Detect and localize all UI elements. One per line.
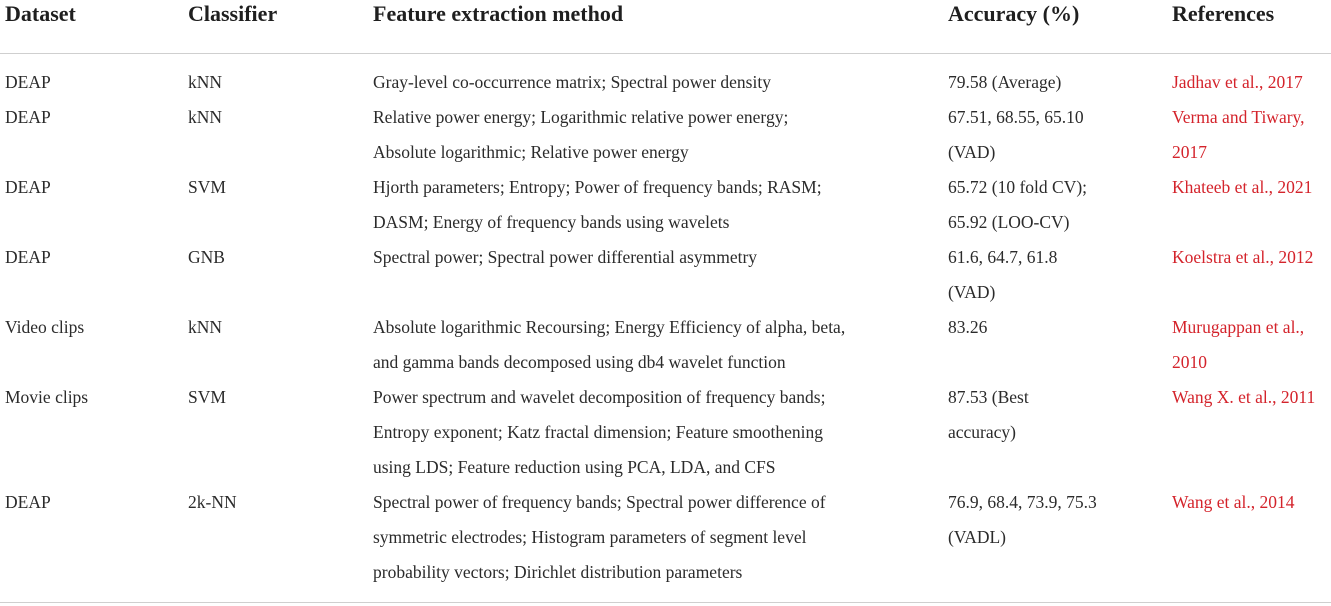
- cell-reference[interactable]: [1167, 100, 1331, 170]
- cell-classifier: GNB: [188, 247, 225, 267]
- cell-classifier: kNN: [188, 317, 223, 337]
- cell-feature-line: and gamma bands decomposed using db4 wavelet function: [373, 352, 786, 372]
- cell-classifier: kNN: [188, 107, 223, 127]
- cell-dataset: DEAP: [5, 72, 51, 92]
- table-row: [0, 380, 1331, 485]
- cell-accuracy: [943, 54, 1167, 101]
- cell-accuracy: [943, 485, 1167, 594]
- cell-dataset: Movie clips: [5, 387, 89, 407]
- table-row: [0, 310, 1331, 380]
- cell-feature: [368, 380, 943, 485]
- header-feature: Feature extraction method: [368, 0, 943, 54]
- cell-feature-line: Spectral power; Spectral power differential asymmetry: [373, 247, 758, 267]
- cell-reference[interactable]: [1167, 310, 1331, 380]
- cell-reference-line: 2010: [1172, 352, 1207, 372]
- cell-reference-line: Murugappan et al.,: [1172, 317, 1305, 337]
- cell-accuracy-line: 87.53 (Best: [948, 387, 1029, 407]
- cell-accuracy: [943, 380, 1167, 485]
- table-body: [0, 54, 1331, 595]
- cell-reference[interactable]: [1167, 54, 1331, 101]
- cell-reference[interactable]: [1167, 380, 1331, 485]
- cell-dataset: DEAP: [5, 107, 51, 127]
- cell-feature-line: Gray-level co-occurrence matrix; Spectral power density: [373, 72, 771, 92]
- cell-feature-line: Power spectrum and wavelet decomposition of frequency bands;: [373, 387, 826, 407]
- cell-feature: [368, 310, 943, 380]
- header-accuracy: Accuracy (%): [943, 0, 1167, 54]
- cell-classifier: kNN: [188, 72, 223, 92]
- cell-accuracy-line: 83.26: [948, 317, 988, 337]
- cell-accuracy-line: 79.58 (Average): [948, 72, 1062, 92]
- cell-feature-line: probability vectors; Dirichlet distribution parameters: [373, 562, 743, 582]
- cell-feature-line: Hjorth parameters; Entropy; Power of frequency bands; RASM;: [373, 177, 822, 197]
- table-row: [0, 240, 1331, 310]
- cell-accuracy-line: (VADL): [948, 527, 1007, 547]
- cell-feature-line: using LDS; Feature reduction using PCA, LDA, and CFS: [373, 457, 776, 477]
- cell-feature: [368, 485, 943, 594]
- cell-accuracy: [943, 240, 1167, 310]
- cell-feature: [368, 54, 943, 101]
- cell-accuracy: [943, 170, 1167, 240]
- cell-feature-line: Absolute logarithmic; Relative power energy: [373, 142, 689, 162]
- cell-feature-line: symmetric electrodes; Histogram parameters of segment level: [373, 527, 807, 547]
- table-row: [0, 100, 1331, 170]
- cell-reference[interactable]: [1167, 240, 1331, 310]
- cell-feature: [368, 240, 943, 310]
- cell-classifier: 2k-NN: [188, 492, 237, 512]
- cell-accuracy-line: 76.9, 68.4, 73.9, 75.3: [948, 492, 1097, 512]
- header-dataset: Dataset: [0, 0, 183, 54]
- cell-dataset: DEAP: [5, 492, 51, 512]
- cell-accuracy-line: accuracy): [948, 422, 1016, 442]
- cell-accuracy-line: 65.92 (LOO-CV): [948, 212, 1070, 232]
- cell-accuracy-line: (VAD): [948, 142, 996, 162]
- cell-accuracy-line: 65.72 (10 fold CV);: [948, 177, 1088, 197]
- cell-accuracy-line: 67.51, 68.55, 65.10: [948, 107, 1084, 127]
- header-row: [0, 0, 1331, 54]
- cell-feature: [368, 100, 943, 170]
- cell-reference-line: Verma and Tiwary,: [1172, 107, 1305, 127]
- cell-reference[interactable]: [1167, 485, 1331, 594]
- cell-reference-line: Koelstra et al., 2012: [1172, 247, 1314, 267]
- cell-feature-line: DASM; Energy of frequency bands using wavelets: [373, 212, 730, 232]
- cell-accuracy: [943, 100, 1167, 170]
- cell-dataset: DEAP: [5, 247, 51, 267]
- header-references: References: [1167, 0, 1331, 54]
- cell-reference-line: Jadhav et al., 2017: [1172, 72, 1303, 92]
- cell-reference[interactable]: [1167, 170, 1331, 240]
- cell-feature-line: Spectral power of frequency bands; Spectral power difference of: [373, 492, 826, 512]
- cell-accuracy: [943, 310, 1167, 380]
- cell-classifier: SVM: [188, 387, 226, 407]
- cell-feature-line: Entropy exponent; Katz fractal dimension; Feature smoothening: [373, 422, 824, 442]
- cell-feature-line: Relative power energy; Logarithmic relative power energy;: [373, 107, 789, 127]
- cell-feature-line: Absolute logarithmic Recoursing; Energy Efficiency of alpha, beta,: [373, 317, 846, 337]
- cell-reference-line: Wang et al., 2014: [1172, 492, 1295, 512]
- header-classifier: Classifier: [183, 0, 368, 54]
- cell-accuracy-line: (VAD): [948, 282, 996, 302]
- cell-dataset: Video clips: [5, 317, 85, 337]
- cell-reference-line: 2017: [1172, 142, 1207, 162]
- cell-dataset: DEAP: [5, 177, 51, 197]
- bottom-rule: [0, 602, 1331, 603]
- cell-classifier: SVM: [188, 177, 226, 197]
- cell-reference-line: Khateeb et al., 2021: [1172, 177, 1313, 197]
- table-row: [0, 54, 1331, 101]
- cell-reference-line: Wang X. et al., 2011: [1172, 387, 1316, 407]
- table-row: [0, 170, 1331, 240]
- table-row: [0, 485, 1331, 594]
- cell-feature: [368, 170, 943, 240]
- cell-accuracy-line: 61.6, 64.7, 61.8: [948, 247, 1058, 267]
- table-header: [0, 0, 1331, 54]
